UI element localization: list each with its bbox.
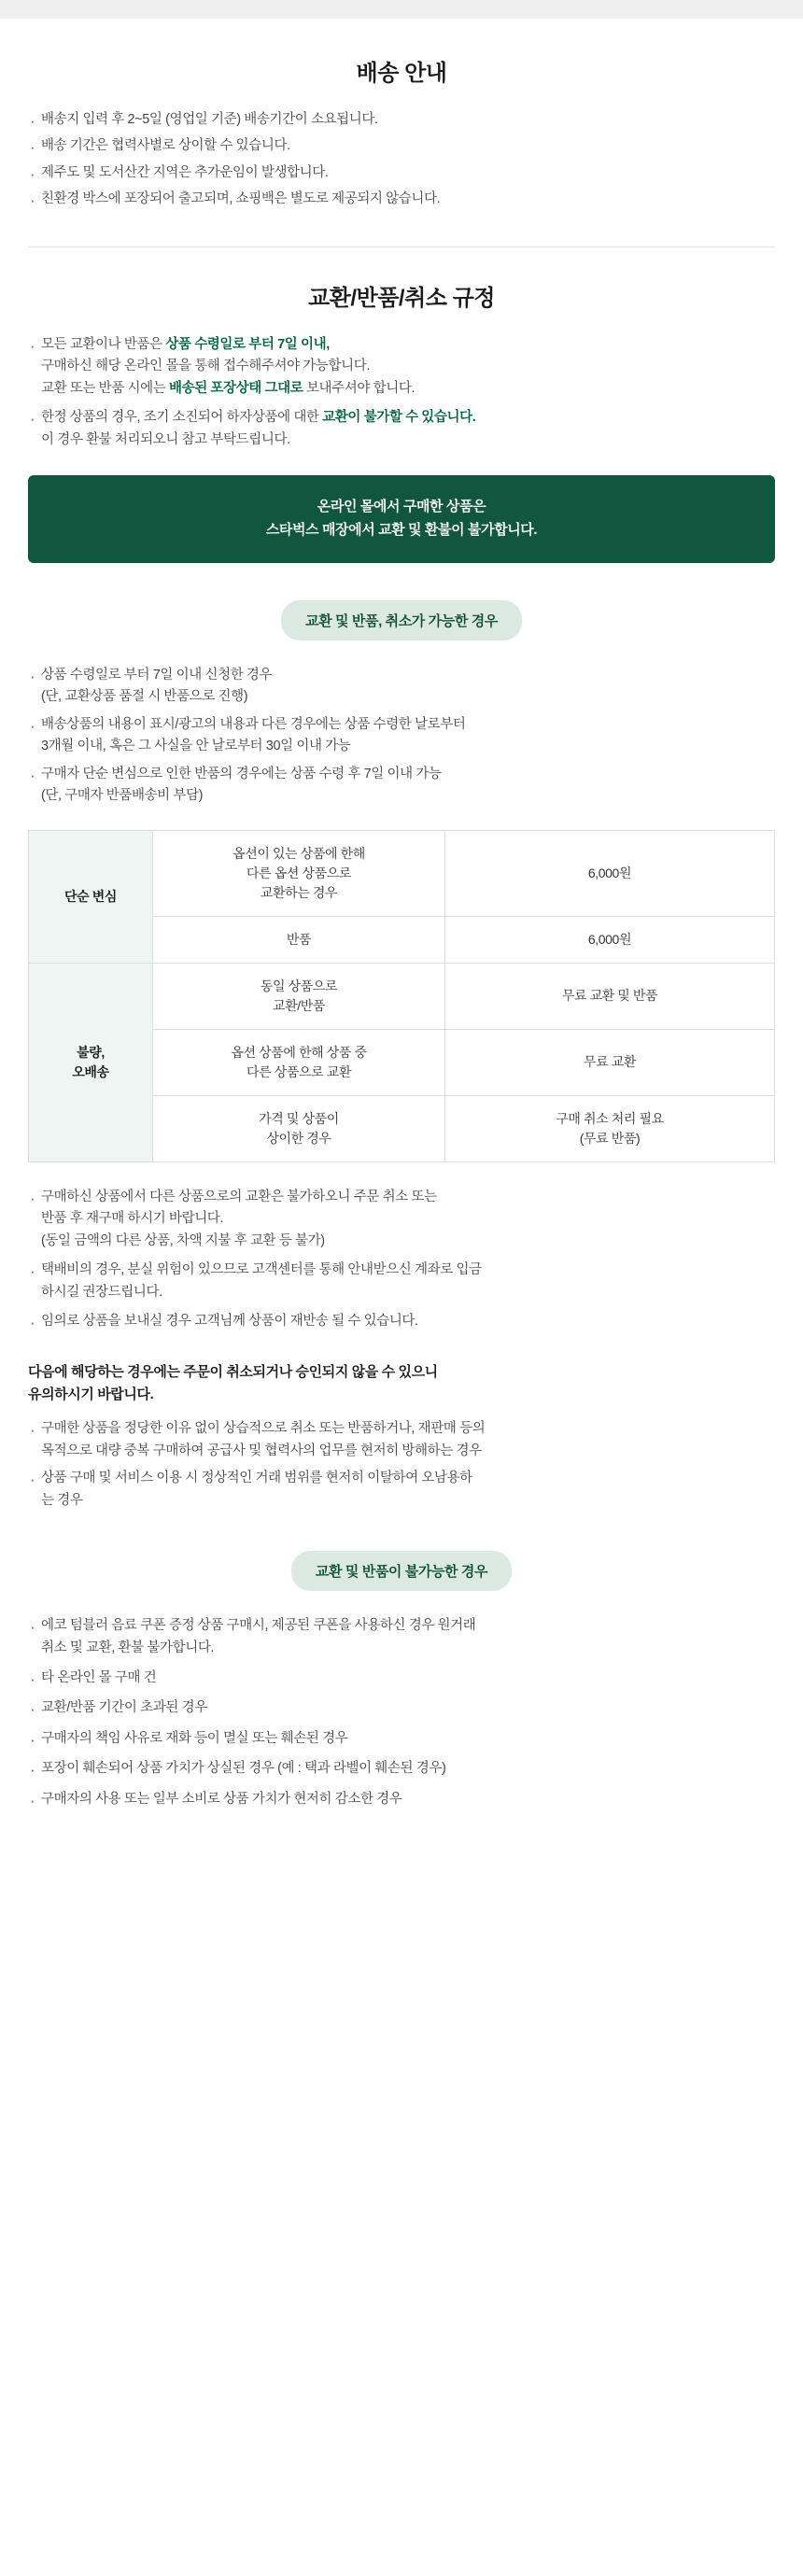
intro-line: · 모든 교환이나 반품은 상품 수령일로 부터 7일 이내, [41,336,330,352]
guide-page [0,19,803,2576]
online-mall-notice-box [28,475,775,563]
exchange-intro-item [28,407,775,451]
fee-table-cell: 6,000원 [445,830,775,916]
possible-pill-wrap [28,600,775,640]
denied-list-item [28,1468,775,1512]
bullet-line: · 에코 텀블러 음료 쿠폰 증정 상품 구매시, 제공된 쿠폰을 사용하신 경우 원거래 [41,1618,476,1634]
bullet-line: · 구매자의 사용 또는 일부 소비로 상품 가치가 현저히 감소한 경우 [41,1791,402,1807]
bullet-subline: 하시길 권장드립니다. [41,1284,162,1300]
bullet-line: · 구매하신 상품에서 다른 상품으로의 교환은 불가하오니 주문 취소 또는 [41,1189,437,1204]
fee-table-row [29,830,775,916]
impossible-list-item [28,1728,775,1750]
denied-list [28,1418,775,1512]
fee-table-cell: 옵션이 있는 상품에 한해 다른 옵션 상품으로 교환하는 경우 [153,830,445,916]
impossible-list-item [28,1668,775,1689]
denied-title-line-1: 다음에 해당하는 경우에는 주문이 취소되거나 승인되지 않을 수 있으니 [28,1363,438,1380]
bullet-line: · 구매한 상품을 정당한 이유 없이 상습적으로 취소 또는 반품하거나, 재판매 등의 [41,1421,486,1437]
shipping-list-item: · 친환경 박스에 포장되어 출고되며, 쇼핑백은 별도로 제공되지 않습니다. [28,189,775,210]
fee-table-cell: 동일 상품으로 교환/반품 [153,963,445,1029]
intro-line: 교환 또는 반품 시에는 배송된 포장상태 그대로 보내주셔야 합니다. [41,380,416,396]
fee-table-cell: 가격 및 상품이 상이한 경우 [153,1095,445,1161]
impossible-list-item [28,1789,775,1810]
bullet-line: · 구매자의 책임 사유로 재화 등이 멸실 또는 훼손된 경우 [41,1730,348,1746]
exchange-intro-list [28,334,775,451]
denied-title-line-2: 유의하시기 바랍니다. [28,1387,154,1403]
fee-table-cell: 무료 교환 및 반품 [445,963,775,1029]
bullet-line: · 타 온라인 몰 구매 건 [41,1669,157,1685]
after-table-item [28,1311,775,1332]
bullet-line: · 택배비의 경우, 분실 위험이 있으므로 고객센터를 통해 안내받으신 계좌로 입금 [41,1262,482,1278]
bullet-line: · 상품 구매 및 서비스 이용 시 정상적인 거래 범위를 현저히 이탈하여 오남용하 [41,1471,472,1486]
after-table-list [28,1187,775,1333]
fee-table-cell: 옵션 상품에 한해 상품 중 다른 상품으로 교환 [153,1029,445,1095]
bullet-line: · 상품 수령일로 부터 7일 이내 신청한 경우 [41,667,273,683]
after-table-item [28,1187,775,1252]
shipping-list-item: · 배송 기간은 협력사별로 상이할 수 있습니다. [28,135,775,157]
impossible-pill-wrap [28,1551,775,1591]
shipping-list-item: · 배송지 입력 후 2~5일 (영업일 기준) 배송기간이 소요됩니다. [28,109,775,131]
bullet-subline: (동일 금액의 다른 상품, 차액 지불 후 교환 등 불가) [41,1232,325,1248]
impossible-list-item [28,1615,775,1659]
bullet-subline: 취소 및 교환, 환불 불가합니다. [41,1640,215,1655]
fee-table-cell: 반품 [153,916,445,963]
bullet-line: · 교환/반품 기간이 초과된 경우 [41,1700,207,1716]
fee-table-row [29,963,775,1029]
notice-line-1: 온라인 몰에서 구매한 상품은 [317,499,486,515]
possible-list-item [28,764,775,808]
denied-list-item [28,1418,775,1462]
exchange-section-title: 교환/반품/취소 규정 [308,285,495,311]
shipping-list [28,109,775,211]
bullet-line: · 구매자 단순 변심으로 인한 반품의 경우에는 상품 수령 후 7일 이내 가능 [41,766,442,781]
bullet-subline: (단, 구매자 반품배송비 부담) [41,788,204,804]
possible-pill-label: 교환 및 반품, 취소가 가능한 경우 [281,600,522,640]
bullet-line: · 포장이 훼손되어 상품 가치가 상실된 경우 (예 : 택과 라벨이 훼손된 경우) [41,1761,446,1777]
emphasis-text: 배송된 포장상태 그대로 [168,380,303,396]
impossible-list [28,1615,775,1860]
after-table-item [28,1260,775,1303]
fee-table-cell: 6,000원 [445,916,775,963]
shipping-section-title: 배송 안내 [356,60,447,86]
possible-list [28,665,775,808]
exchange-intro-item [28,334,775,400]
bullet-subline: 는 경우 [41,1492,83,1508]
emphasis-text: 상품 수령일로 부터 7일 이내, [165,336,330,352]
bullet-line: · 배송상품의 내용이 표시/광고의 내용과 다른 경우에는 상품 수령한 날로부터 [41,716,466,732]
fee-table-cell: 구매 취소 처리 필요 (무료 반품) [445,1095,775,1161]
intro-line: 구매하신 해당 온라인 몰을 통해 접수해주셔야 가능합니다. [41,359,370,374]
fee-table-head-cell: 불량, 오배송 [29,963,153,1161]
intro-line: · 한정 상품의 경우, 조기 소진되어 하자상품에 대한 교환이 불가할 수 있습니다. [41,410,476,426]
bullet-subline: 반품 후 재구매 하시기 바랍니다. [41,1211,224,1227]
shipping-list-item: · 제주도 및 도서산간 지역은 추가운임이 발생합니다. [28,162,775,184]
bullet-subline: (단, 교환상품 품절 시 반품으로 진행) [41,689,248,705]
bullet-subline: 목적으로 대량 중복 구매하여 공급사 및 협력사의 업무를 현저히 방해하는 경우 [41,1443,482,1458]
denied-title [28,1361,775,1408]
emphasis-text: 교환이 불가할 수 있습니다. [322,410,476,426]
section-divider [28,246,775,247]
intro-line: 이 경우 환불 처리되오니 참고 부탁드립니다. [41,431,290,447]
bullet-line: · 임의로 상품을 보내실 경우 고객님께 상품이 재반송 될 수 있습니다. [41,1314,418,1330]
bullet-subline: 3개월 이내, 혹은 그 사실을 안 날로부터 30일 이내 가능 [41,739,351,754]
impossible-list-item [28,1697,775,1719]
fee-table-cell: 무료 교환 [445,1029,775,1095]
fee-table-head-cell: 단순 변심 [29,830,153,963]
impossible-list-item [28,1758,775,1780]
possible-list-item [28,714,775,758]
notice-line-2: 스타벅스 매장에서 교환 및 환불이 불가합니다. [265,522,538,539]
fee-table [28,830,775,1162]
impossible-pill-label: 교환 및 반품이 불가능한 경우 [291,1551,512,1591]
possible-list-item [28,665,775,709]
